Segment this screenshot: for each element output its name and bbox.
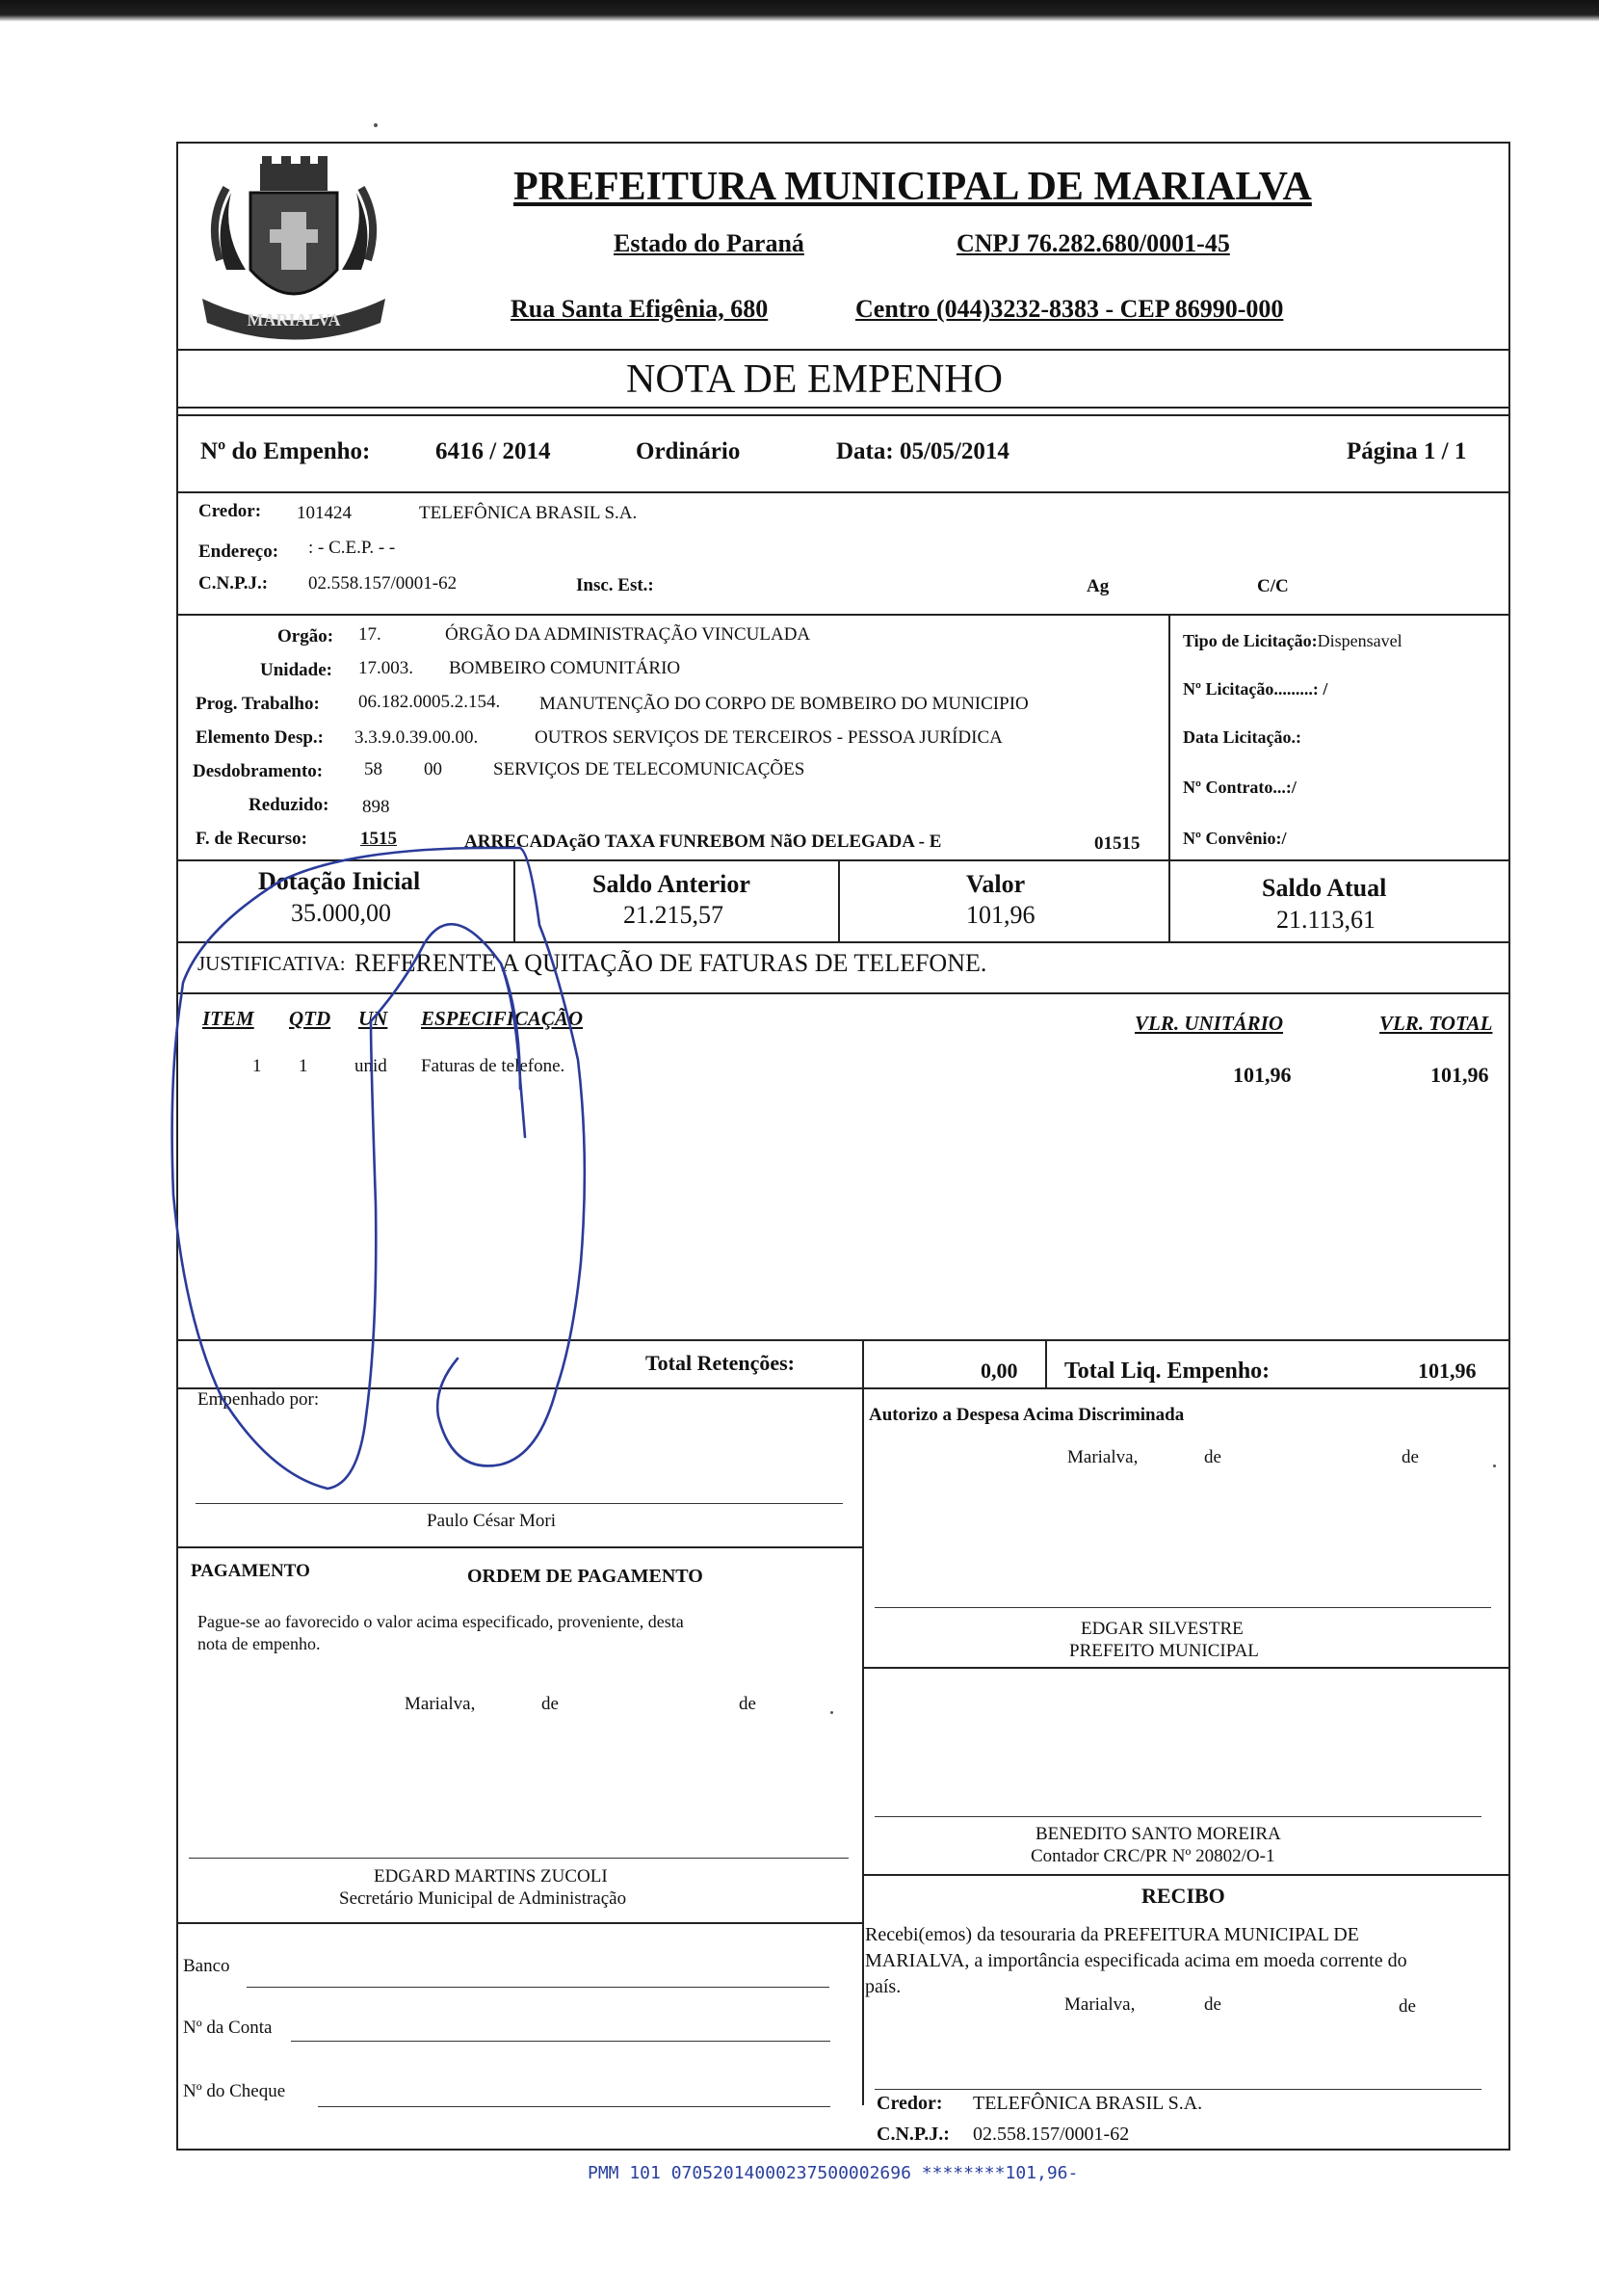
address-street: Rua Santa Efigênia, 680 [511,295,769,323]
conta-label: Nº da Conta [183,2018,273,2038]
page-number: Página 1 / 1 [1347,438,1467,464]
banco-line [247,1987,829,1988]
numero-contrato: Nº Contrato...:/ [1183,778,1297,797]
scan-speck [374,123,378,127]
divider [513,859,515,941]
elemento-value: 3.3.9.0.39.00.00. [354,727,479,748]
recibo-text-3: país. [865,1976,902,1997]
municipality-title: PREFEITURA MUNICIPAL DE MARIALVA [513,165,1312,209]
divider [176,859,1510,861]
scan-speck [830,1711,833,1714]
divider [176,1922,862,1924]
divider [176,407,1510,409]
recibo-credor-value: TELEFÔNICA BRASIL S.A. [973,2093,1203,2114]
dotacao-inicial-label: Dotação Inicial [258,867,421,895]
ordem-pagamento-label: ORDEM DE PAGAMENTO [467,1566,703,1587]
credor-label: Credor: [198,501,262,521]
desdobramento-desc: SERVIÇOS DE TELECOMUNICAÇÕES [493,759,805,779]
desdobramento-label: Desdobramento: [193,761,324,781]
recibo-cnpj-label: C.N.P.J.: [877,2124,950,2145]
recibo-cnpj-value: 02.558.157/0001-62 [973,2124,1130,2145]
signature-line [875,1816,1481,1817]
col-header-especificacao: ESPECIFICAÇÃO [421,1007,584,1030]
state-name: Estado do Paraná [614,229,804,257]
item-spec: Faturas de telefone. [421,1056,565,1076]
item-vlr-unitario: 101,96 [1233,1063,1292,1087]
autorizo-de-2: de [1402,1447,1419,1467]
col-header-item: ITEM [202,1007,254,1030]
tipo-licitacao-label: Tipo de Licitação:Dispensavel [1183,631,1402,650]
secretario-name: EDGARD MARTINS ZUCOLI [374,1866,608,1887]
divider [862,1387,864,2105]
item-un: unid [354,1056,387,1076]
empenho-number: 6416 / 2014 [435,438,551,464]
autorizo-place: Marialva, [1067,1447,1139,1467]
contador-name: BENEDITO SANTO MOREIRA [1035,1824,1281,1844]
prog-trabalho-desc: MANUTENÇÃO DO CORPO DE BOMBEIRO DO MUNICIPIO [539,694,1029,714]
justificativa-text: REFERENTE A QUITAÇÃO DE FATURAS DE TELEFONE. [354,949,987,977]
signature-line [875,2089,1481,2090]
pagamento-de-2: de [739,1694,756,1714]
signature-line [196,1503,843,1504]
footer-barcode: PMM 101 07052014000237500002696 ********101,96- [588,2163,1079,2183]
fonte-recurso-label: F. de Recurso: [196,829,307,849]
agencia-label: Ag [1087,576,1110,596]
empenho-type: Ordinário [636,438,741,464]
item-qtd: 1 [299,1056,308,1076]
total-liquido-value: 101,96 [1418,1359,1477,1383]
elemento-desc: OUTROS SERVIÇOS DE TERCEIROS - PESSOA JURÍDICA [535,727,1003,748]
prefeito-role: PREFEITO MUNICIPAL [1069,1641,1259,1661]
autorizo-text: Autorizo a Despesa Acima Discriminada [869,1405,1185,1425]
desdobramento-value-1: 58 [364,759,382,779]
reduzido-label: Reduzido: [249,795,329,815]
col-header-un: UN [358,1007,388,1030]
total-liquido-label: Total Liq. Empenho: [1064,1359,1271,1384]
divider [176,992,1510,994]
signature-line [875,1607,1491,1608]
dotacao-inicial-value: 35.000,00 [291,899,391,927]
pagamento-text-2: nota de empenho. [197,1634,321,1653]
credor-name: TELEFÔNICA BRASIL S.A. [419,503,638,523]
insc-est-label: Insc. Est.: [576,575,654,595]
autorizo-de-1: de [1204,1447,1221,1467]
item-vlr-total: 101,96 [1430,1063,1489,1087]
unidade-label: Unidade: [260,660,332,680]
valor-value: 101,96 [966,901,1035,929]
divider [176,414,1510,416]
saldo-anterior-label: Saldo Anterior [592,870,750,898]
orgao-value: 17. [358,624,381,645]
total-retencoes-value: 0,00 [981,1359,1018,1383]
divider [176,491,1510,493]
pagamento-place: Marialva, [405,1694,476,1714]
orgao-desc: ÓRGÃO DA ADMINISTRAÇÃO VINCULADA [445,624,811,645]
fonte-recurso-code: 01515 [1094,833,1140,854]
municipality-cnpj: CNPJ 76.282.680/0001-45 [957,229,1230,257]
elemento-label: Elemento Desp.: [196,727,324,748]
numero-convenio: Nº Convênio:/ [1183,829,1287,848]
valor-label: Valor [966,870,1026,898]
scan-speck [1493,1465,1496,1467]
desdobramento-value-2: 00 [424,759,442,779]
cheque-line [318,2106,830,2107]
conta-corrente-label: C/C [1257,576,1289,596]
recibo-credor-label: Credor: [877,2093,943,2114]
pagamento-text-1: Pague-se ao favorecido o valor acima especificado, proveniente, desta [197,1612,684,1631]
empenhado-por-name: Paulo César Mori [427,1511,557,1531]
contador-role: Contador CRC/PR Nº 20802/O-1 [1031,1846,1275,1866]
conta-line [291,2041,830,2042]
divider [176,941,1510,943]
pagamento-label: PAGAMENTO [191,1561,310,1581]
item-number: 1 [252,1056,262,1076]
secretario-role: Secretário Municipal de Administração [339,1888,627,1909]
credor-cnpj-label: C.N.P.J.: [198,573,269,594]
credor-cnpj: 02.558.157/0001-62 [308,573,458,594]
divider [1168,614,1170,859]
empenho-number-label: Nº do Empenho: [200,438,371,464]
svg-text:MARIALVA: MARIALVA [247,310,341,330]
banco-label: Banco [183,1956,230,1976]
divider [176,1339,1510,1341]
divider [176,1546,862,1548]
fonte-recurso-desc: ARRECADAçãO TAXA FUNREBOM NãO DELEGADA - E [464,831,942,852]
fonte-recurso-value: 1515 [360,829,397,849]
divider [862,1874,1510,1876]
address-district-phone: Centro (044)3232-8383 - CEP 86990-000 [855,295,1284,323]
recibo-de-2: de [1399,1996,1416,2017]
total-retencoes-label: Total Retenções: [645,1351,795,1375]
recibo-text-2: MARIALVA, a importância especificada acima em moeda corrente do [865,1950,1407,1971]
empenho-date: Data: 05/05/2014 [836,438,1009,464]
saldo-atual-value: 21.113,61 [1276,906,1376,934]
prefeito-name: EDGAR SILVESTRE [1081,1619,1244,1639]
recibo-de-1: de [1204,1994,1221,2015]
saldo-anterior-value: 21.215,57 [623,901,723,929]
divider [176,349,1510,351]
prog-trabalho-label: Prog. Trabalho: [196,694,320,714]
col-header-vlr-total: VLR. TOTAL [1379,1012,1493,1035]
recibo-title: RECIBO [1141,1884,1225,1908]
col-header-vlr-unitario: VLR. UNITÁRIO [1135,1012,1284,1035]
scan-top-edge [0,0,1599,21]
divider [1168,859,1170,941]
tipo-licitacao-value: Dispensavel [1317,631,1402,650]
unidade-value: 17.003. [358,658,413,678]
justificativa-label: JUSTIFICATIVA: [197,952,346,975]
divider [176,1387,1510,1389]
empenhado-por-label: Empenhado por: [197,1389,320,1410]
signature-line [189,1858,849,1859]
saldo-atual-label: Saldo Atual [1262,874,1387,902]
divider [862,1667,1510,1669]
recibo-place: Marialva, [1064,1994,1136,2015]
divider [862,1339,864,1387]
credor-code: 101424 [297,503,352,523]
divider [838,859,840,941]
col-header-qtd: QTD [289,1007,331,1030]
pagamento-de-1: de [541,1694,559,1714]
orgao-label: Orgão: [277,626,334,647]
cheque-label: Nº do Cheque [183,2081,286,2101]
divider [1045,1339,1047,1387]
divider [176,614,1510,616]
recibo-text-1: Recebi(emos) da tesouraria da PREFEITURA MUNICIPAL DE [865,1924,1359,1945]
document-title: NOTA DE EMPENHO [626,357,1003,402]
endereco-value: : - C.E.P. - - [308,538,396,558]
data-licitacao: Data Licitação.: [1183,727,1301,747]
numero-licitacao: Nº Licitação.........: / [1183,679,1328,699]
prog-trabalho-value: 06.182.0005.2.154. [358,692,501,712]
endereco-label: Endereço: [198,541,279,562]
reduzido-value: 898 [362,797,390,817]
unidade-desc: BOMBEIRO COMUNITÁRIO [449,658,681,678]
